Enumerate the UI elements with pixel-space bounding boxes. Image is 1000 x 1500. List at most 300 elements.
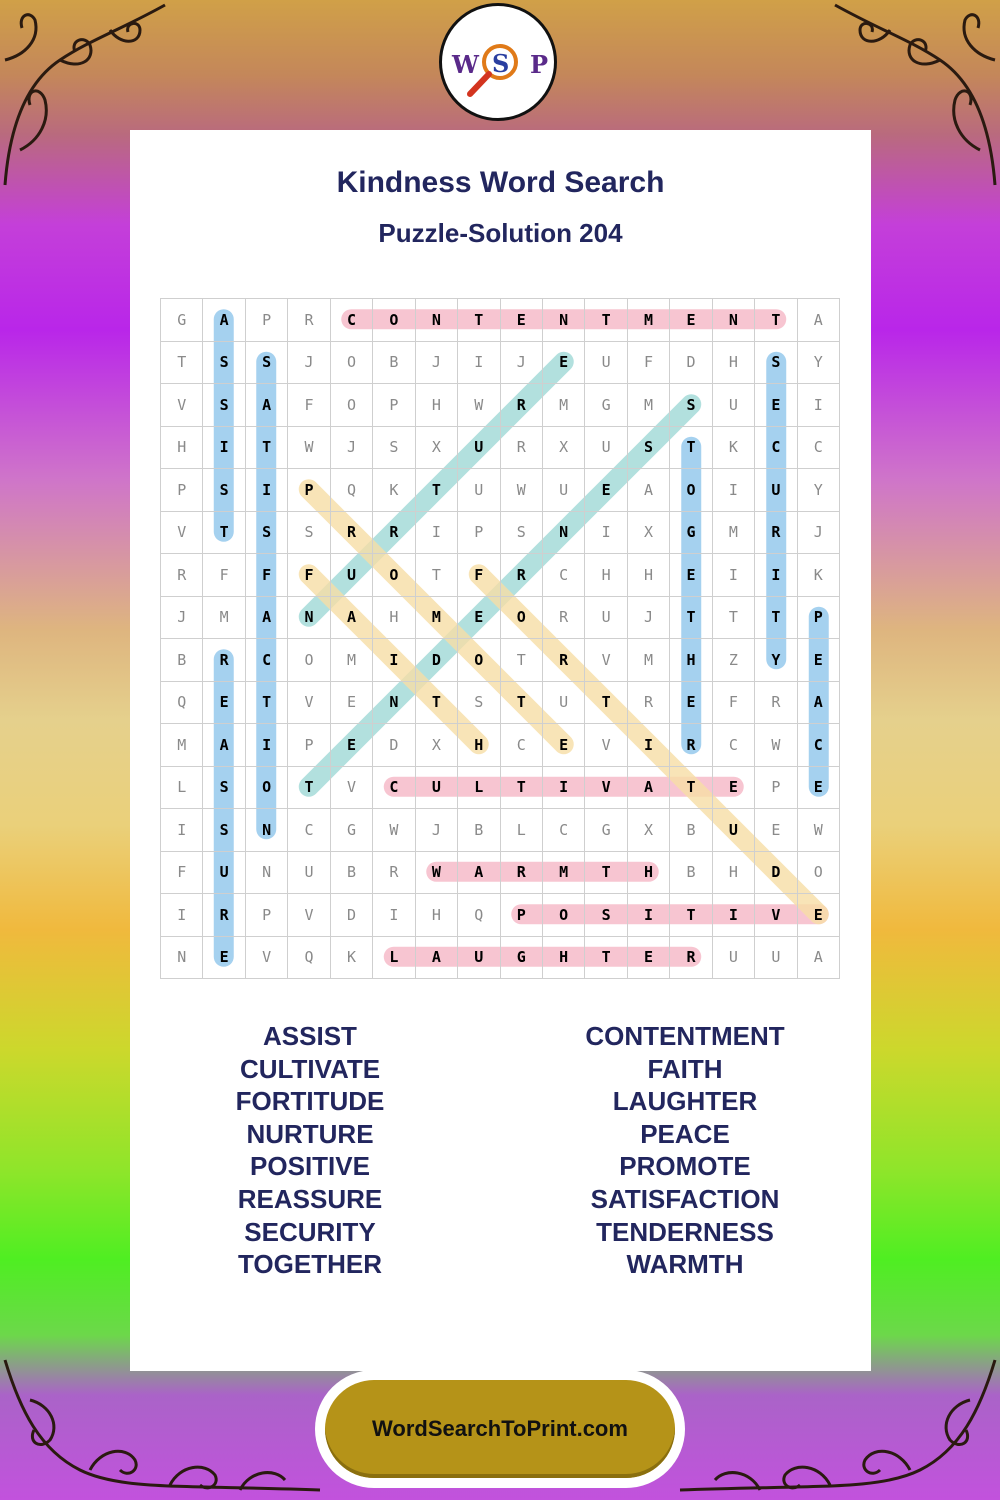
- grid-row: [161, 894, 840, 937]
- grid-cell[interactable]: R: [330, 511, 372, 554]
- grid-row: [161, 681, 840, 724]
- grid-cell[interactable]: A: [415, 936, 457, 979]
- grid-cell[interactable]: N: [245, 851, 287, 894]
- grid-cell[interactable]: T: [161, 341, 203, 384]
- grid-cell[interactable]: L: [458, 766, 500, 809]
- grid-cell[interactable]: T: [245, 681, 287, 724]
- grid-cell[interactable]: F: [288, 384, 330, 427]
- grid-cell[interactable]: J: [627, 596, 669, 639]
- grid-cell[interactable]: N: [542, 299, 584, 342]
- grid-cell[interactable]: A: [627, 469, 669, 512]
- grid-cell[interactable]: E: [330, 724, 372, 767]
- grid-cell[interactable]: C: [755, 426, 797, 469]
- grid-cell[interactable]: M: [203, 596, 245, 639]
- grid-cell[interactable]: U: [458, 426, 500, 469]
- grid-cell[interactable]: T: [415, 554, 457, 597]
- grid-cell[interactable]: T: [670, 596, 712, 639]
- grid-cell[interactable]: J: [415, 809, 457, 852]
- grid-cell[interactable]: W: [288, 426, 330, 469]
- grid-cell[interactable]: R: [500, 851, 542, 894]
- grid-cell[interactable]: T: [670, 894, 712, 937]
- site-link-label: WordSearchToPrint.com: [325, 1380, 675, 1478]
- grid-cell[interactable]: G: [670, 511, 712, 554]
- grid-cell[interactable]: P: [458, 511, 500, 554]
- word-list-item: POSITIVE: [250, 1151, 370, 1182]
- grid-cell[interactable]: I: [712, 894, 754, 937]
- grid-cell[interactable]: C: [288, 809, 330, 852]
- grid-cell[interactable]: G: [585, 809, 627, 852]
- grid-cell[interactable]: E: [542, 341, 584, 384]
- grid-cell[interactable]: I: [755, 554, 797, 597]
- grid-cell[interactable]: D: [670, 341, 712, 384]
- grid-cell[interactable]: V: [245, 936, 287, 979]
- grid-cell[interactable]: H: [161, 426, 203, 469]
- grid-cell[interactable]: A: [245, 596, 287, 639]
- grid-cell[interactable]: S: [288, 511, 330, 554]
- grid-cell[interactable]: T: [415, 469, 457, 512]
- grid-cell[interactable]: I: [712, 469, 754, 512]
- grid-cell[interactable]: P: [245, 299, 287, 342]
- grid-cell[interactable]: X: [542, 426, 584, 469]
- grid-cell[interactable]: N: [161, 936, 203, 979]
- grid-cell[interactable]: I: [203, 426, 245, 469]
- grid-cell[interactable]: N: [542, 511, 584, 554]
- grid-cell[interactable]: V: [585, 766, 627, 809]
- grid-cell[interactable]: R: [670, 724, 712, 767]
- grid-cell[interactable]: E: [755, 384, 797, 427]
- grid-cell[interactable]: U: [330, 554, 372, 597]
- grid-cell[interactable]: N: [373, 681, 415, 724]
- grid-cell[interactable]: F: [245, 554, 287, 597]
- grid-cell[interactable]: E: [627, 936, 669, 979]
- grid-cell[interactable]: H: [670, 639, 712, 682]
- site-link-button[interactable]: [315, 1370, 685, 1488]
- grid-cell[interactable]: G: [585, 384, 627, 427]
- grid-cell[interactable]: I: [797, 384, 839, 427]
- grid-cell[interactable]: N: [415, 299, 457, 342]
- grid-cell[interactable]: C: [797, 724, 839, 767]
- grid-cell[interactable]: E: [500, 299, 542, 342]
- grid-cell[interactable]: F: [712, 681, 754, 724]
- grid-cell[interactable]: O: [542, 894, 584, 937]
- grid-cell[interactable]: H: [542, 936, 584, 979]
- grid-row: [161, 384, 840, 427]
- grid-row: [161, 554, 840, 597]
- grid-cell[interactable]: W: [755, 724, 797, 767]
- grid-cell[interactable]: I: [373, 894, 415, 937]
- grid-cell[interactable]: F: [161, 851, 203, 894]
- grid-cell[interactable]: V: [161, 511, 203, 554]
- grid-cell[interactable]: C: [797, 426, 839, 469]
- wsp-logo[interactable]: [439, 3, 557, 121]
- grid-cell[interactable]: U: [755, 469, 797, 512]
- grid-cell[interactable]: S: [203, 469, 245, 512]
- grid-cell[interactable]: E: [670, 299, 712, 342]
- bottom-ornament-right: [670, 1350, 1000, 1500]
- grid-cell[interactable]: R: [542, 639, 584, 682]
- grid-cell[interactable]: R: [500, 384, 542, 427]
- word-list-item: WARMTH: [626, 1249, 744, 1280]
- grid-cell[interactable]: S: [203, 341, 245, 384]
- grid-cell[interactable]: K: [797, 554, 839, 597]
- grid-cell[interactable]: B: [373, 341, 415, 384]
- grid-cell[interactable]: A: [797, 681, 839, 724]
- grid-cell[interactable]: L: [373, 936, 415, 979]
- grid-cell[interactable]: P: [288, 469, 330, 512]
- grid-cell[interactable]: R: [203, 894, 245, 937]
- grid-row: [161, 299, 840, 342]
- grid-cell[interactable]: U: [755, 936, 797, 979]
- grid-cell[interactable]: O: [458, 639, 500, 682]
- puzzle-card: [130, 130, 871, 1371]
- grid-row: [161, 851, 840, 894]
- grid-cell[interactable]: T: [500, 681, 542, 724]
- grid-cell[interactable]: M: [542, 851, 584, 894]
- grid-cell[interactable]: Y: [797, 341, 839, 384]
- grid-cell[interactable]: O: [330, 341, 372, 384]
- grid-row: [161, 809, 840, 852]
- grid-cell[interactable]: I: [245, 469, 287, 512]
- grid-cell[interactable]: M: [542, 384, 584, 427]
- grid-cell[interactable]: A: [203, 299, 245, 342]
- grid-cell[interactable]: I: [161, 894, 203, 937]
- grid-cell[interactable]: E: [797, 894, 839, 937]
- grid-cell[interactable]: I: [415, 511, 457, 554]
- word-list-item: CONTENTMENT: [585, 1021, 785, 1051]
- grid-cell[interactable]: O: [373, 554, 415, 597]
- grid-cell[interactable]: Y: [755, 639, 797, 682]
- grid-cell[interactable]: W: [458, 384, 500, 427]
- grid-cell[interactable]: Q: [458, 894, 500, 937]
- grid-cell[interactable]: O: [245, 766, 287, 809]
- grid-cell[interactable]: F: [288, 554, 330, 597]
- grid-cell[interactable]: M: [627, 299, 669, 342]
- grid-cell[interactable]: S: [373, 426, 415, 469]
- grid-cell[interactable]: P: [797, 596, 839, 639]
- grid-cell[interactable]: R: [203, 639, 245, 682]
- word-grid: [160, 298, 840, 978]
- grid-cell[interactable]: T: [755, 596, 797, 639]
- grid-cell[interactable]: E: [203, 681, 245, 724]
- grid-cell[interactable]: R: [373, 511, 415, 554]
- grid-cell[interactable]: I: [585, 511, 627, 554]
- grid-cell[interactable]: A: [203, 724, 245, 767]
- word-list: [130, 1020, 871, 1280]
- grid-cell[interactable]: V: [585, 724, 627, 767]
- grid-cell[interactable]: U: [458, 469, 500, 512]
- word-list-item: NURTURE: [246, 1118, 374, 1149]
- grid-cell[interactable]: T: [458, 299, 500, 342]
- grid-cell[interactable]: D: [373, 724, 415, 767]
- logo-letter-p: P: [530, 50, 549, 79]
- grid-cell[interactable]: U: [542, 681, 584, 724]
- grid-cell[interactable]: O: [670, 469, 712, 512]
- grid-cell[interactable]: U: [585, 596, 627, 639]
- logo-letter-s: S: [492, 49, 510, 78]
- grid-cell[interactable]: F: [458, 554, 500, 597]
- grid-cell[interactable]: M: [415, 596, 457, 639]
- grid-cell[interactable]: V: [161, 384, 203, 427]
- grid-cell[interactable]: C: [330, 299, 372, 342]
- grid-cell[interactable]: O: [330, 384, 372, 427]
- grid-cell[interactable]: I: [161, 809, 203, 852]
- grid-cell[interactable]: U: [712, 384, 754, 427]
- grid-cell[interactable]: U: [415, 766, 457, 809]
- grid-cell[interactable]: X: [415, 426, 457, 469]
- grid-cell[interactable]: W: [373, 809, 415, 852]
- grid-cell[interactable]: F: [627, 341, 669, 384]
- grid-cell[interactable]: T: [415, 681, 457, 724]
- grid-cell[interactable]: H: [627, 851, 669, 894]
- grid-cell[interactable]: Q: [288, 936, 330, 979]
- grid-row: [161, 724, 840, 767]
- grid-cell[interactable]: H: [373, 596, 415, 639]
- grid-cell[interactable]: N: [288, 596, 330, 639]
- grid-cell[interactable]: G: [500, 936, 542, 979]
- grid-cell[interactable]: Q: [161, 681, 203, 724]
- grid-row: [161, 426, 840, 469]
- grid-cell[interactable]: B: [670, 851, 712, 894]
- grid-cell[interactable]: A: [245, 384, 287, 427]
- grid-cell[interactable]: M: [161, 724, 203, 767]
- grid-cell[interactable]: T: [500, 639, 542, 682]
- grid-cell[interactable]: T: [755, 299, 797, 342]
- grid-cell[interactable]: T: [500, 766, 542, 809]
- grid-cell[interactable]: J: [288, 341, 330, 384]
- grid-cell[interactable]: T: [585, 851, 627, 894]
- grid-cell[interactable]: M: [627, 384, 669, 427]
- grid-cell[interactable]: A: [458, 851, 500, 894]
- grid-cell[interactable]: H: [458, 724, 500, 767]
- grid-cell[interactable]: L: [500, 809, 542, 852]
- grid-cell[interactable]: D: [755, 851, 797, 894]
- grid-cell[interactable]: Y: [797, 469, 839, 512]
- grid-cell[interactable]: U: [458, 936, 500, 979]
- grid-cell[interactable]: J: [500, 341, 542, 384]
- grid-cell[interactable]: R: [500, 554, 542, 597]
- grid-cell[interactable]: J: [415, 341, 457, 384]
- grid-cell[interactable]: I: [712, 554, 754, 597]
- word-list-item: REASSURE: [237, 1183, 383, 1214]
- grid-cell[interactable]: C: [500, 724, 542, 767]
- grid-cell[interactable]: P: [245, 894, 287, 937]
- grid-cell[interactable]: K: [373, 469, 415, 512]
- grid-cell[interactable]: S: [245, 341, 287, 384]
- grid-row: [161, 469, 840, 512]
- word-list-item: FAITH: [647, 1053, 723, 1084]
- grid-cell[interactable]: X: [415, 724, 457, 767]
- grid-cell[interactable]: U: [542, 469, 584, 512]
- grid-cell[interactable]: E: [585, 469, 627, 512]
- grid-cell[interactable]: E: [797, 639, 839, 682]
- grid-cell[interactable]: S: [585, 894, 627, 937]
- grid-cell[interactable]: V: [585, 639, 627, 682]
- grid-cell[interactable]: B: [161, 639, 203, 682]
- word-list-left: [130, 1020, 490, 1281]
- grid-cell[interactable]: S: [755, 341, 797, 384]
- grid-row: [161, 341, 840, 384]
- grid-cell[interactable]: G: [161, 299, 203, 342]
- grid-cell[interactable]: R: [670, 936, 712, 979]
- grid-cell[interactable]: U: [203, 851, 245, 894]
- grid-cell[interactable]: S: [670, 384, 712, 427]
- grid-cell[interactable]: K: [330, 936, 372, 979]
- grid-cell[interactable]: I: [245, 724, 287, 767]
- grid-cell[interactable]: B: [458, 809, 500, 852]
- grid-cell[interactable]: R: [373, 851, 415, 894]
- logo-letter-w: W: [452, 50, 479, 79]
- grid-cell[interactable]: I: [458, 341, 500, 384]
- grid-cell[interactable]: B: [330, 851, 372, 894]
- grid-cell[interactable]: A: [797, 936, 839, 979]
- grid-cell[interactable]: W: [415, 851, 457, 894]
- grid-cell[interactable]: U: [585, 341, 627, 384]
- grid-cell[interactable]: O: [373, 299, 415, 342]
- grid-cell[interactable]: S: [203, 766, 245, 809]
- grid-cell[interactable]: C: [373, 766, 415, 809]
- grid-cell[interactable]: L: [161, 766, 203, 809]
- grid-cell[interactable]: W: [797, 809, 839, 852]
- grid-cell[interactable]: J: [330, 426, 372, 469]
- puzzle-subtitle: Puzzle-Solution 204: [378, 218, 623, 248]
- grid-cell[interactable]: V: [288, 681, 330, 724]
- word-list-item: SECURITY: [244, 1216, 376, 1247]
- puzzle-title: Kindness Word Search: [336, 166, 665, 199]
- grid-row: [161, 511, 840, 554]
- grid-cell[interactable]: H: [712, 851, 754, 894]
- word-list-item: TENDERNESS: [596, 1216, 774, 1247]
- grid-cell[interactable]: P: [288, 724, 330, 767]
- grid-cell[interactable]: E: [542, 724, 584, 767]
- grid-cell[interactable]: E: [755, 809, 797, 852]
- grid-cell[interactable]: T: [585, 681, 627, 724]
- grid-cell[interactable]: J: [161, 596, 203, 639]
- grid-cell[interactable]: I: [627, 894, 669, 937]
- grid-cell[interactable]: R: [627, 681, 669, 724]
- grid-cell[interactable]: T: [585, 299, 627, 342]
- grid-cell[interactable]: S: [458, 681, 500, 724]
- grid-cell[interactable]: M: [627, 639, 669, 682]
- grid-cell[interactable]: H: [712, 341, 754, 384]
- grid-cell[interactable]: T: [670, 766, 712, 809]
- grid-cell[interactable]: R: [500, 426, 542, 469]
- grid-cell[interactable]: U: [585, 426, 627, 469]
- word-list-item: PROMOTE: [619, 1151, 751, 1182]
- grid-cell[interactable]: R: [755, 511, 797, 554]
- grid-cell[interactable]: N: [712, 299, 754, 342]
- grid-cell[interactable]: S: [627, 426, 669, 469]
- grid-cell[interactable]: H: [415, 384, 457, 427]
- word-list-item: CULTIVATE: [239, 1053, 381, 1084]
- grid-cell[interactable]: R: [542, 596, 584, 639]
- word-list-right: [505, 1020, 865, 1281]
- grid-cell[interactable]: K: [712, 426, 754, 469]
- grid-cell[interactable]: N: [245, 809, 287, 852]
- grid-cell[interactable]: R: [288, 299, 330, 342]
- grid-cell[interactable]: I: [373, 639, 415, 682]
- grid-cell[interactable]: V: [288, 894, 330, 937]
- grid-cell[interactable]: T: [585, 936, 627, 979]
- grid-cell[interactable]: E: [670, 681, 712, 724]
- grid-cell[interactable]: H: [627, 554, 669, 597]
- grid-cell[interactable]: S: [203, 809, 245, 852]
- grid-cell[interactable]: H: [585, 554, 627, 597]
- grid-cell[interactable]: T: [712, 596, 754, 639]
- grid-cell[interactable]: X: [627, 511, 669, 554]
- grid-cell[interactable]: P: [755, 766, 797, 809]
- word-list-item: ASSIST: [263, 1021, 357, 1051]
- grid-cell[interactable]: C: [712, 724, 754, 767]
- grid-cell[interactable]: P: [500, 894, 542, 937]
- grid-cell[interactable]: I: [627, 724, 669, 767]
- grid-cell[interactable]: G: [330, 809, 372, 852]
- grid-row: [161, 639, 840, 682]
- grid-cell[interactable]: S: [245, 511, 287, 554]
- grid-cell[interactable]: D: [415, 639, 457, 682]
- grid-cell[interactable]: V: [755, 894, 797, 937]
- grid-cell[interactable]: E: [712, 766, 754, 809]
- grid-cell[interactable]: D: [330, 894, 372, 937]
- grid-cell[interactable]: R: [161, 554, 203, 597]
- grid-cell[interactable]: A: [330, 596, 372, 639]
- grid-cell[interactable]: E: [203, 936, 245, 979]
- grid-cell[interactable]: X: [627, 809, 669, 852]
- grid-cell[interactable]: B: [670, 809, 712, 852]
- grid-cell[interactable]: T: [245, 426, 287, 469]
- grid-cell[interactable]: H: [415, 894, 457, 937]
- word-list-item: FORTITUDE: [235, 1086, 385, 1117]
- grid-cell[interactable]: P: [161, 469, 203, 512]
- grid-cell[interactable]: O: [288, 639, 330, 682]
- grid-cell[interactable]: S: [203, 384, 245, 427]
- grid-row: [161, 596, 840, 639]
- grid-cell[interactable]: E: [670, 554, 712, 597]
- grid-cell[interactable]: W: [500, 469, 542, 512]
- grid-cell[interactable]: U: [712, 809, 754, 852]
- grid-cell[interactable]: T: [288, 766, 330, 809]
- grid-cell[interactable]: E: [458, 596, 500, 639]
- grid-cell[interactable]: Q: [330, 469, 372, 512]
- grid-cell[interactable]: R: [755, 681, 797, 724]
- grid-cell[interactable]: T: [203, 511, 245, 554]
- grid-cell[interactable]: U: [712, 936, 754, 979]
- grid-cell[interactable]: M: [712, 511, 754, 554]
- grid-cell[interactable]: J: [797, 511, 839, 554]
- grid-row: [161, 766, 840, 809]
- grid-cell[interactable]: M: [330, 639, 372, 682]
- grid-cell[interactable]: V: [330, 766, 372, 809]
- grid-cell[interactable]: P: [373, 384, 415, 427]
- grid-cell[interactable]: O: [500, 596, 542, 639]
- grid-cell[interactable]: I: [542, 766, 584, 809]
- grid-row: [161, 936, 840, 979]
- grid-cell[interactable]: A: [627, 766, 669, 809]
- grid-cell[interactable]: E: [330, 681, 372, 724]
- grid-cell[interactable]: U: [288, 851, 330, 894]
- grid-cell[interactable]: T: [670, 426, 712, 469]
- word-list-item: PEACE: [640, 1118, 730, 1149]
- letter-grid: [160, 298, 840, 979]
- grid-cell[interactable]: F: [203, 554, 245, 597]
- grid-cell[interactable]: C: [245, 639, 287, 682]
- grid-cell[interactable]: E: [797, 766, 839, 809]
- grid-cell[interactable]: S: [500, 511, 542, 554]
- grid-cell[interactable]: C: [542, 809, 584, 852]
- grid-cell[interactable]: A: [797, 299, 839, 342]
- grid-cell[interactable]: C: [542, 554, 584, 597]
- grid-cell[interactable]: O: [797, 851, 839, 894]
- grid-cell[interactable]: Z: [712, 639, 754, 682]
